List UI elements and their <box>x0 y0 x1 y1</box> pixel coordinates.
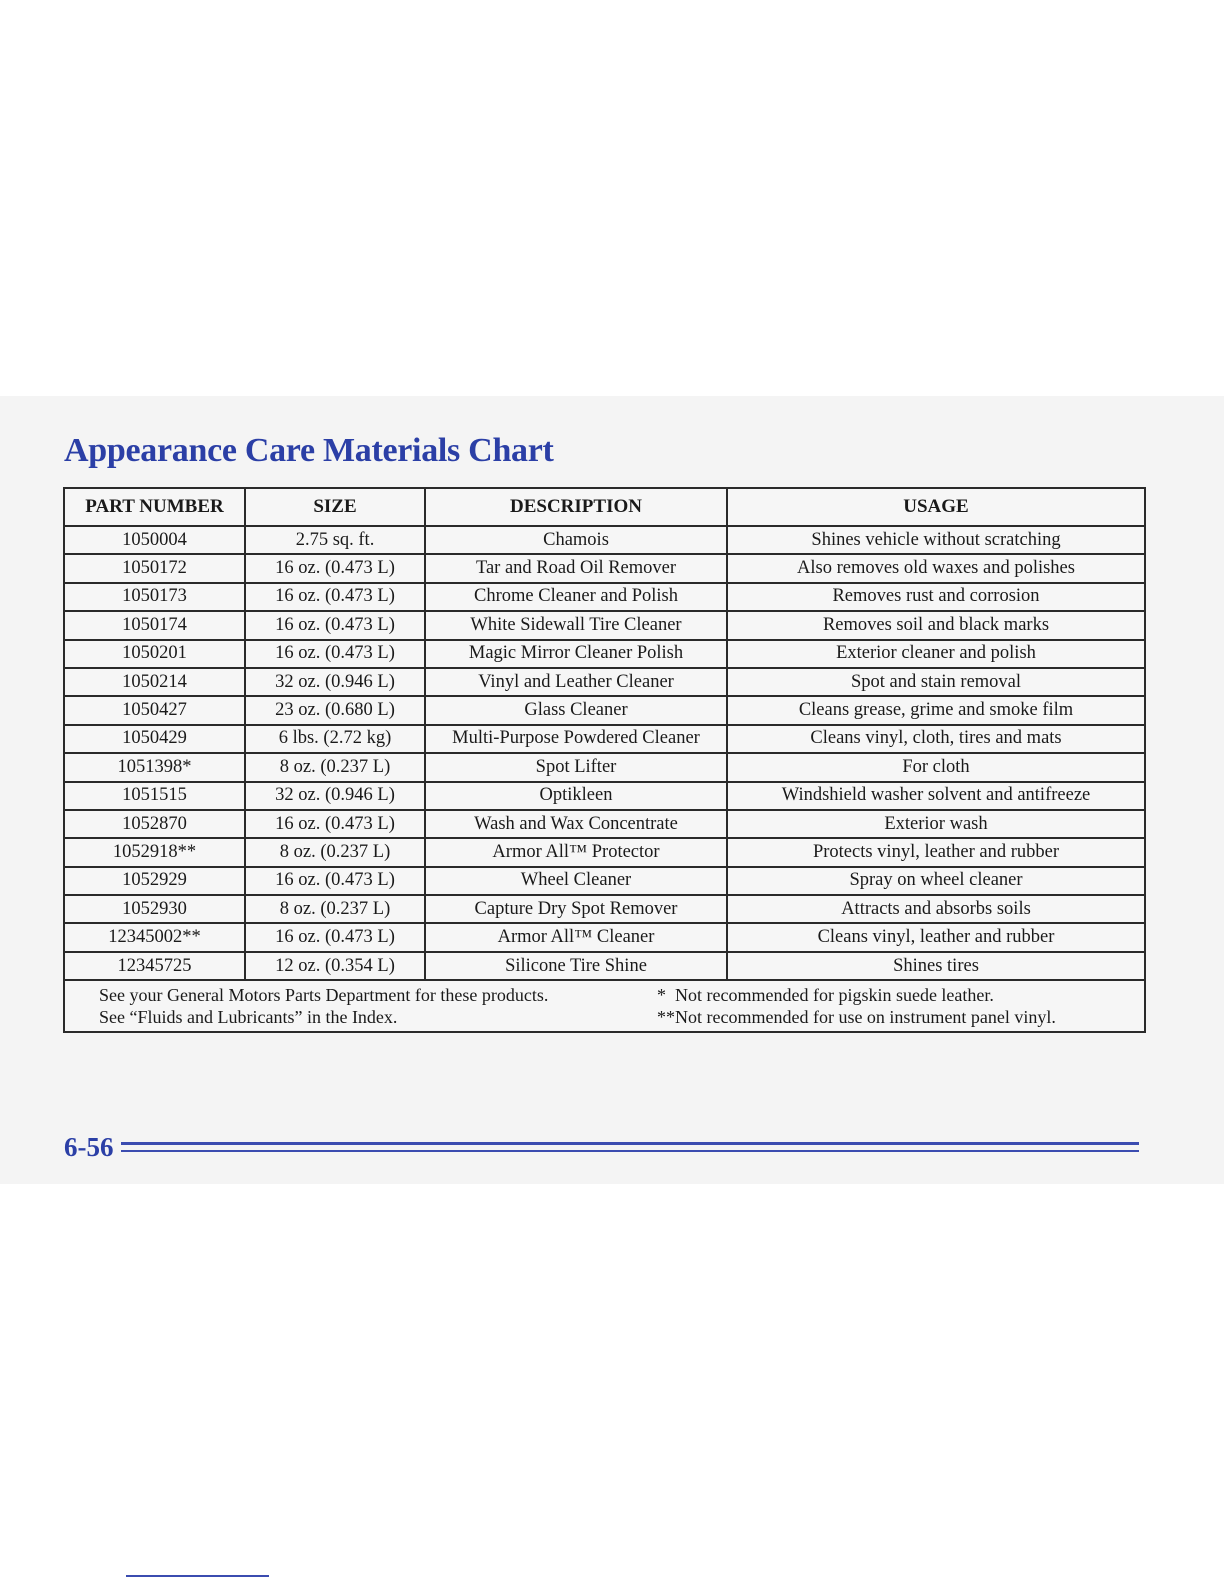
cell-part-number: 1052929 <box>64 867 245 895</box>
header-part-number: PART NUMBER <box>64 488 245 526</box>
cell-usage: Shines tires <box>727 952 1145 980</box>
cell-usage: Removes rust and corrosion <box>727 583 1145 611</box>
bottom-edge-line <box>126 1575 269 1577</box>
footnote-parts-department: See your General Motors Parts Department for these products. <box>99 985 549 1006</box>
cell-usage: For cloth <box>727 753 1145 781</box>
cell-part-number: 1050214 <box>64 668 245 696</box>
cell-part-number: 1050427 <box>64 696 245 724</box>
cell-description: Chamois <box>425 526 727 554</box>
cell-description: Capture Dry Spot Remover <box>425 895 727 923</box>
table-row <box>64 668 1145 696</box>
cell-part-number: 1050173 <box>64 583 245 611</box>
cell-size: 16 oz. (0.473 L) <box>245 583 425 611</box>
cell-part-number: 1050429 <box>64 725 245 753</box>
cell-size: 23 oz. (0.680 L) <box>245 696 425 724</box>
cell-size: 6 lbs. (2.72 kg) <box>245 725 425 753</box>
table-row <box>64 782 1145 810</box>
header-size: SIZE <box>245 488 425 526</box>
care-materials-table <box>63 487 1146 1033</box>
cell-description: Tar and Road Oil Remover <box>425 554 727 582</box>
table-row <box>64 526 1145 554</box>
table-row <box>64 838 1145 866</box>
footnote-left <box>99 984 657 1028</box>
table-row <box>64 753 1145 781</box>
footer-rule-thin <box>121 1150 1139 1152</box>
cell-part-number: 1051515 <box>64 782 245 810</box>
footnote-right <box>657 984 1144 1028</box>
cell-usage: Cleans vinyl, cloth, tires and mats <box>727 725 1145 753</box>
header-description: DESCRIPTION <box>425 488 727 526</box>
table-row <box>64 952 1145 980</box>
table-row <box>64 895 1145 923</box>
cell-description: Glass Cleaner <box>425 696 727 724</box>
table-row <box>64 867 1145 895</box>
header-usage: USAGE <box>727 488 1145 526</box>
cell-description: Optikleen <box>425 782 727 810</box>
table-row <box>64 611 1145 639</box>
table-row <box>64 810 1145 838</box>
cell-part-number: 12345002** <box>64 923 245 951</box>
cell-size: 32 oz. (0.946 L) <box>245 668 425 696</box>
table-header-row <box>64 488 1145 526</box>
cell-description: Vinyl and Leather Cleaner <box>425 668 727 696</box>
cell-description: Wheel Cleaner <box>425 867 727 895</box>
cell-size: 16 oz. (0.473 L) <box>245 923 425 951</box>
table-row <box>64 696 1145 724</box>
cell-usage: Shines vehicle without scratching <box>727 526 1145 554</box>
cell-description: Silicone Tire Shine <box>425 952 727 980</box>
cell-size: 16 oz. (0.473 L) <box>245 611 425 639</box>
table-row <box>64 640 1145 668</box>
cell-part-number: 1050172 <box>64 554 245 582</box>
table-row <box>64 923 1145 951</box>
cell-part-number: 1050004 <box>64 526 245 554</box>
cell-size: 8 oz. (0.237 L) <box>245 895 425 923</box>
cell-description: Wash and Wax Concentrate <box>425 810 727 838</box>
cell-size: 16 oz. (0.473 L) <box>245 867 425 895</box>
cell-size: 16 oz. (0.473 L) <box>245 810 425 838</box>
cell-usage: Removes soil and black marks <box>727 611 1145 639</box>
cell-usage: Spray on wheel cleaner <box>727 867 1145 895</box>
cell-size: 12 oz. (0.354 L) <box>245 952 425 980</box>
cell-description: Magic Mirror Cleaner Polish <box>425 640 727 668</box>
cell-usage: Windshield washer solvent and antifreeze <box>727 782 1145 810</box>
cell-usage: Exterior wash <box>727 810 1145 838</box>
cell-usage: Cleans vinyl, leather and rubber <box>727 923 1145 951</box>
cell-usage: Also removes old waxes and polishes <box>727 554 1145 582</box>
cell-size: 32 oz. (0.946 L) <box>245 782 425 810</box>
footnote-fluids-reference: See “Fluids and Lubricants” in the Index. <box>99 1007 398 1028</box>
cell-size: 16 oz. (0.473 L) <box>245 640 425 668</box>
table-row <box>64 725 1145 753</box>
cell-usage: Exterior cleaner and polish <box>727 640 1145 668</box>
cell-part-number: 1050201 <box>64 640 245 668</box>
cell-usage: Cleans grease, grime and smoke film <box>727 696 1145 724</box>
footnote-single-asterisk: * Not recommended for pigskin suede leather. <box>657 985 994 1006</box>
cell-description: Armor All™ Cleaner <box>425 923 727 951</box>
cell-part-number: 1052918** <box>64 838 245 866</box>
footnote-row <box>64 980 1145 1032</box>
cell-part-number: 1051398* <box>64 753 245 781</box>
cell-part-number: 1052930 <box>64 895 245 923</box>
cell-size: 2.75 sq. ft. <box>245 526 425 554</box>
cell-usage: Spot and stain removal <box>727 668 1145 696</box>
cell-part-number: 1050174 <box>64 611 245 639</box>
cell-description: Multi-Purpose Powdered Cleaner <box>425 725 727 753</box>
footnote-cell <box>64 980 1145 1032</box>
cell-description: White Sidewall Tire Cleaner <box>425 611 727 639</box>
cell-part-number: 12345725 <box>64 952 245 980</box>
footnote-double-asterisk: **Not recommended for use on instrument panel vinyl. <box>657 1007 1056 1028</box>
cell-usage: Protects vinyl, leather and rubber <box>727 838 1145 866</box>
table-row <box>64 554 1145 582</box>
cell-description: Armor All™ Protector <box>425 838 727 866</box>
cell-size: 16 oz. (0.473 L) <box>245 554 425 582</box>
cell-part-number: 1052870 <box>64 810 245 838</box>
cell-usage: Attracts and absorbs soils <box>727 895 1145 923</box>
cell-size: 8 oz. (0.237 L) <box>245 753 425 781</box>
cell-size: 8 oz. (0.237 L) <box>245 838 425 866</box>
page-title: Appearance Care Materials Chart <box>64 432 554 469</box>
cell-description: Spot Lifter <box>425 753 727 781</box>
cell-description: Chrome Cleaner and Polish <box>425 583 727 611</box>
page-number: 6-56 <box>64 1132 114 1162</box>
footer-rule <box>121 1142 1139 1145</box>
table-row <box>64 583 1145 611</box>
